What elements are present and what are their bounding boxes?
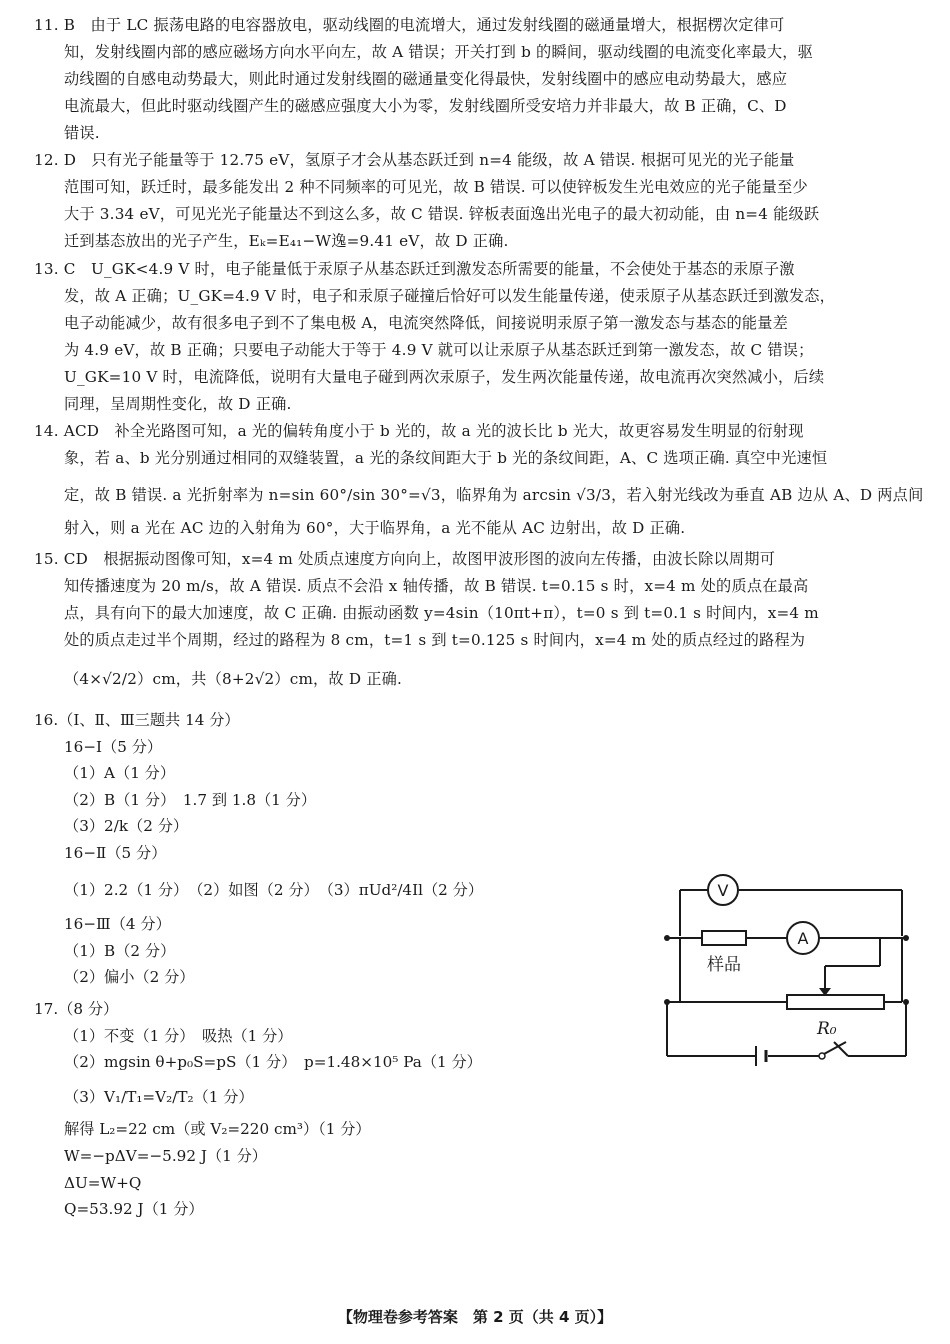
junction-dot: [664, 935, 670, 941]
answer-17-line: ΔU=W+Q: [64, 1173, 142, 1192]
answer-16-line: （2）B（1 分） 1.7 到 1.8（1 分）: [64, 790, 317, 809]
answer-16: [34, 707, 483, 991]
voltmeter-label: V: [717, 881, 729, 900]
rheostat-symbol: [787, 995, 884, 1009]
ammeter-label: A: [797, 929, 809, 948]
sample-resistor: [702, 931, 746, 945]
circuit-diagram: [660, 868, 910, 1068]
answer-line: 处的质点走过半个周期，经过的路程为 8 cm，t=1 s 到 t=0.125 s 时间内，x=4 m 处的质点经过的路程为: [64, 631, 806, 649]
answer-line: U_GK=10 V 时，电流降低，说明有大量电子碰到两次汞原子，发生两次能量传递，故电流再次突然减小，后续: [64, 368, 825, 386]
answer-line: 知传播速度为 20 m/s，故 A 错误. 质点不会沿 x 轴传播，故 B 错误. t=0.15 s 时，x=4 m 处的质点在最高: [64, 577, 809, 595]
answer-line: 电流最大，但此时驱动线圈产生的磁感应强度大小为零，发射线圈所受安培力并非最大，故 B 正确，C、D: [64, 97, 787, 115]
answer-line: 15. CD 根据振动图像可知，x=4 m 处质点速度方向向上，故图甲波形图的波向左传播，由波长除以周期可: [34, 550, 776, 568]
answer-16-line: 16−Ⅰ（5 分）: [64, 737, 163, 756]
answer-line: 11. B 由于 LC 振荡电路的电容器放电，驱动线圈的电流增大，通过发射线圈的磁通量增大，根据楞次定律可: [34, 16, 785, 34]
answer-16-line: 16−Ⅱ（5 分）: [64, 843, 167, 862]
answer-16-line: （1）B（2 分）: [64, 941, 176, 960]
answer-line: （4×√2/2）cm，共（8+2√2）cm，故 D 正确.: [64, 670, 403, 688]
answer-16-line: （1）A（1 分）: [64, 764, 176, 783]
rheostat-label: R₀: [817, 1019, 837, 1039]
answer-16-line: （2）偏小（2 分）: [64, 968, 195, 987]
answer-17-line: （1）不变（1 分） 吸热（1 分）: [64, 1026, 293, 1045]
answer-line: 发，故 A 正确；U_GK=4.9 V 时，电子和汞原子碰撞后恰好可以发生能量传递，使汞原子从基态跃迁到激发态，: [64, 287, 836, 305]
answer-line: 象，若 a、b 光分别通过相同的双缝装置，a 光的条纹间距大于 b 光的条纹间距，A、C 选项正确. 真空中光速恒: [64, 449, 828, 467]
answer-line: 大于 3.34 eV，可见光光子能量达不到这么多，故 C 错误. 锌板表面逸出光电子的最大初动能，由 n=4 能级跃: [64, 205, 820, 223]
answer-16-line: 16.（Ⅰ、Ⅱ、Ⅲ三题共 14 分）: [34, 711, 240, 729]
answer-16-line: （3）2/k（2 分）: [64, 817, 189, 836]
answer-17-line: Q=53.92 J（1 分）: [64, 1200, 204, 1219]
page-footer: 【物理卷参考答案 第 2 页（共 4 页）】: [337, 1308, 613, 1326]
junction-dot: [664, 999, 670, 1005]
answer-line: 为 4.9 eV，故 B 正确；只要电子动能大于等于 4.9 V 就可以让汞原子从基态跃迁到第一激发态，故 C 错误；: [64, 341, 814, 359]
answer-line: 点，具有向下的最大加速度，故 C 正确. 由振动函数 y=4sin（10πt+π），t=0 s 到 t=0.1 s 时间内，x=4 m: [64, 604, 819, 622]
answer-12: [34, 147, 906, 255]
answer-line: 动线圈的自感电动势最大，则此时通过发射线圈的磁通量变化得最快，发射线圈中的感应电动势最大，感应: [64, 70, 788, 88]
answer-17: [34, 996, 482, 1223]
answer-16-line: （1）2.2（1 分） （2）如图（2 分） （3）πUd²/4Il（2 分）: [64, 880, 484, 899]
answer-line: 13. C U_GK<4.9 V 时，电子能量低于汞原子从基态跃迁到激发态所需要的能量，不会使处于基态的汞原子激: [34, 260, 795, 278]
answer-17-line: （3）V₁/T₁=V₂/T₂（1 分）: [64, 1087, 254, 1106]
answer-line: 电子动能减少，故有很多电子到不了集电极 A，电流突然降低，间接说明汞原子第一激发态与基态的能量差: [64, 314, 789, 332]
answer-17-line: W=−pΔV=−5.92 J（1 分）: [64, 1146, 267, 1165]
answer-13: [34, 256, 906, 418]
answer-line: 错误.: [64, 124, 100, 142]
answer-11: [34, 12, 906, 147]
answer-line: 12. D 只有光子能量等于 12.75 eV，氢原子才会从基态跃迁到 n=4 能级，故 A 错误. 根据可见光的光子能量: [34, 151, 795, 169]
answer-17-line: 17.（8 分）: [34, 1000, 119, 1018]
answer-14: [34, 418, 924, 542]
answer-line: 迁到基态放出的光子产生，Eₖ=E₄₁−W逸=9.41 eV，故 D 正确.: [64, 232, 509, 250]
answer-line: 知，发射线圈内部的感应磁场方向水平向左，故 A 错误；开关打到 b 的瞬间，驱动线圈的电流变化率最大，驱: [64, 43, 814, 61]
answer-line: 射入，则 a 光在 AC 边的入射角为 60°，大于临界角，a 光不能从 AC 边射出，故 D 正确.: [64, 519, 686, 537]
junction-dot: [903, 999, 909, 1005]
answer-line: 范围可知，跃迁时，最多能发出 2 种不同频率的可见光，故 B 错误. 可以使锌板发生光电效应的光子能量至少: [64, 178, 808, 196]
answer-17-line: （2）mgsin θ+p₀S=pS（1 分） p=1.48×10⁵ Pa（1 分）: [64, 1053, 482, 1072]
answer-line: 定，故 B 错误. a 光折射率为 n=sin 60°/sin 30°=√3，临界角为 arcsin √3/3，若入射光线改为垂直 AB 边从 A、D 两点间: [64, 486, 924, 504]
answer-line: 14. ACD 补全光路图可知，a 光的偏转角度小于 b 光的，故 a 光的波长比 b 光大，故更容易发生明显的衍射现: [34, 422, 804, 440]
answer-line: 同理，呈周期性变化，故 D 正确.: [64, 395, 292, 413]
answer-16-line: 16−Ⅲ（4 分）: [64, 915, 171, 934]
junction-dot: [903, 935, 909, 941]
answer-15: [34, 546, 906, 693]
sample-label: 样品: [707, 955, 741, 975]
answer-17-line: 解得 L₂=22 cm（或 V₂=220 cm³）（1 分）: [64, 1120, 371, 1139]
